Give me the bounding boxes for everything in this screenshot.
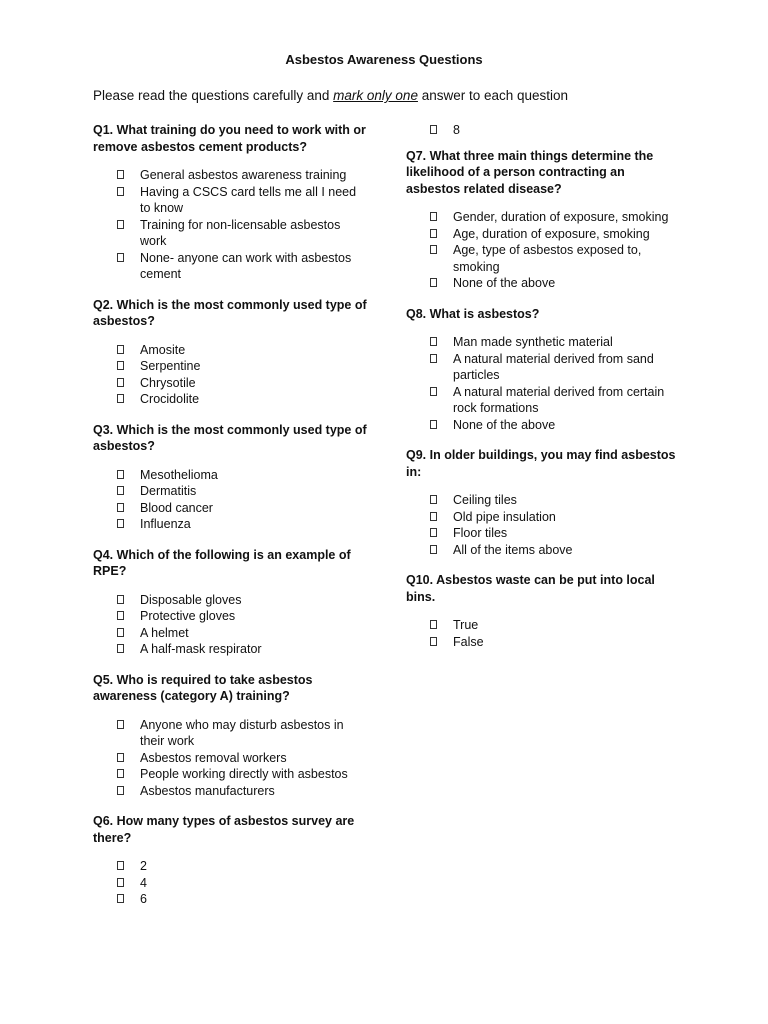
checkbox-outline-icon[interactable] <box>430 495 437 504</box>
answer-option-label: Age, type of asbestos exposed to, smoking <box>453 243 642 274</box>
answer-options <box>93 342 368 408</box>
answer-option-label: Training for non-licensable asbestos work <box>140 217 341 248</box>
answer-option-label: Asbestos removal workers <box>140 750 287 765</box>
answer-option-label: A natural material derived from certain rock formations <box>453 384 665 415</box>
checkbox-outline-icon[interactable] <box>117 361 124 370</box>
question-block <box>93 297 368 408</box>
question-block <box>406 447 681 558</box>
answer-option-label: Ceiling tiles <box>453 493 517 507</box>
checkbox-outline-icon[interactable] <box>117 786 124 795</box>
answer-options <box>406 617 681 650</box>
answer-option-label: Chrysotile <box>140 375 196 390</box>
checkbox-outline-icon[interactable] <box>117 519 124 528</box>
answer-option[interactable] <box>93 342 368 359</box>
answer-option-label: General asbestos awareness training <box>140 168 347 182</box>
answer-option-label: 4 <box>140 875 147 890</box>
checkbox-outline-icon[interactable] <box>430 212 437 221</box>
answer-option[interactable] <box>93 783 368 800</box>
question-text: Q3. Which is the most commonly used type of asbestos? <box>93 422 367 453</box>
answer-option[interactable] <box>406 226 681 243</box>
answer-options <box>93 467 368 533</box>
checkbox-outline-icon[interactable] <box>117 894 124 903</box>
answer-option[interactable] <box>93 467 368 484</box>
checkbox-outline-icon[interactable] <box>117 394 124 403</box>
answer-option[interactable] <box>93 500 368 517</box>
answer-option[interactable] <box>93 375 368 392</box>
answer-option[interactable] <box>93 891 368 908</box>
answer-option-label: None of the above <box>453 417 556 432</box>
checkbox-outline-icon[interactable] <box>117 595 124 604</box>
answer-option[interactable] <box>93 766 368 783</box>
answer-option-label: Floor tiles <box>453 526 508 540</box>
answer-option[interactable] <box>93 167 368 184</box>
answer-option[interactable] <box>406 384 681 417</box>
answer-option[interactable] <box>406 334 681 351</box>
answer-options <box>93 858 368 908</box>
answer-option[interactable] <box>93 608 368 625</box>
answer-option[interactable] <box>93 391 368 408</box>
checkbox-outline-icon[interactable] <box>117 253 124 262</box>
answer-option-label: True <box>453 618 479 632</box>
answer-option-label: None of the above <box>453 276 556 290</box>
answer-option[interactable] <box>406 275 681 292</box>
question-block <box>93 122 368 283</box>
checkbox-outline-icon[interactable] <box>430 620 437 629</box>
answer-option-label: Blood cancer <box>140 500 213 515</box>
answer-option-label: A natural material derived from sand particles <box>453 351 654 382</box>
question-block <box>93 547 368 658</box>
answer-option-label: Amosite <box>140 342 186 357</box>
answer-option[interactable] <box>93 641 368 658</box>
answer-option[interactable] <box>93 875 368 892</box>
checkbox-outline-icon[interactable] <box>430 354 437 363</box>
answer-option-label: 8 <box>453 123 460 137</box>
checkbox-outline-icon[interactable] <box>117 878 124 887</box>
answer-option[interactable] <box>406 617 681 634</box>
answer-option-label: All of the items above <box>453 542 573 557</box>
answer-option[interactable] <box>93 592 368 609</box>
checkbox-outline-icon[interactable] <box>117 753 124 762</box>
question-text: Q1. What training do you need to work with or remove asbestos cement products? <box>93 123 366 154</box>
answer-options <box>406 334 681 433</box>
answer-option-label: Disposable gloves <box>140 592 242 607</box>
answer-option-label: A helmet <box>140 625 189 640</box>
checkbox-outline-icon[interactable] <box>117 345 124 354</box>
checkbox-outline-icon[interactable] <box>117 720 124 729</box>
question-block <box>406 572 681 650</box>
checkbox-outline-icon[interactable] <box>117 628 124 637</box>
checkbox-outline-icon[interactable] <box>430 512 437 521</box>
instructions-emphasis: mark only one <box>333 88 418 103</box>
answer-options <box>93 592 368 658</box>
checkbox-outline-icon[interactable] <box>117 470 124 479</box>
checkbox-outline-icon[interactable] <box>430 528 437 537</box>
answer-option-label: Man made synthetic material <box>453 335 613 349</box>
checkbox-outline-icon[interactable] <box>117 170 124 179</box>
answer-option-label: Asbestos manufacturers <box>140 783 275 798</box>
answer-option[interactable] <box>93 483 368 500</box>
checkbox-outline-icon[interactable] <box>117 769 124 778</box>
checkbox-outline-icon[interactable] <box>430 125 437 134</box>
question-text: Q2. Which is the most commonly used type of asbestos? <box>93 297 367 328</box>
answer-option-label: Age, duration of exposure, smoking <box>453 226 650 241</box>
answer-options <box>93 167 368 283</box>
answer-option-label: 2 <box>140 859 147 873</box>
answer-options <box>93 717 368 800</box>
instructions-text-end: answer to each question <box>417 88 569 103</box>
answer-option-label: Gender, duration of exposure, smoking <box>453 210 669 224</box>
answer-option[interactable] <box>93 717 368 750</box>
answer-option-label: Anyone who may disturb asbestos in their work <box>140 717 344 748</box>
checkbox-outline-icon[interactable] <box>117 486 124 495</box>
answer-option[interactable] <box>406 351 681 384</box>
answer-option[interactable] <box>406 242 681 275</box>
answer-option-label: False <box>453 634 484 649</box>
answer-option[interactable] <box>93 625 368 642</box>
answer-option-label: Serpentine <box>140 359 201 373</box>
checkbox-outline-icon[interactable] <box>430 545 437 554</box>
answer-option[interactable] <box>406 509 681 526</box>
answer-options <box>406 122 681 139</box>
question-block <box>406 306 681 434</box>
question-block <box>93 422 368 533</box>
question-text: Q5. Who is required to take asbestos awareness (category A) training? <box>93 672 313 703</box>
checkbox-outline-icon[interactable] <box>430 637 437 646</box>
answer-options <box>406 492 681 558</box>
answer-option[interactable] <box>93 184 368 217</box>
instructions-text-start: Please read the questions carefully and <box>93 88 334 103</box>
answer-option[interactable] <box>406 634 681 651</box>
question-text: Q7. What three main things determine the likelihood of a person contracting an asbestos related disease? <box>406 148 654 196</box>
answer-option-label: People working directly with asbestos <box>140 767 348 781</box>
answer-option-label: Old pipe insulation <box>453 509 556 524</box>
answer-option[interactable] <box>406 525 681 542</box>
question-text: Q4. Which of the following is an example of RPE? <box>93 547 351 578</box>
answer-option[interactable] <box>406 417 681 434</box>
answer-option[interactable] <box>93 858 368 875</box>
answer-option[interactable] <box>93 750 368 767</box>
answer-option[interactable] <box>406 492 681 509</box>
checkbox-outline-icon[interactable] <box>430 420 437 429</box>
left-column <box>93 122 368 922</box>
answer-option[interactable] <box>406 542 681 559</box>
answer-option[interactable] <box>93 217 368 250</box>
answer-option[interactable] <box>406 209 681 226</box>
answer-option[interactable] <box>93 516 368 533</box>
answer-option[interactable] <box>406 122 681 139</box>
answer-option-label: Crocidolite <box>140 392 200 406</box>
right-column <box>406 122 681 664</box>
question-block <box>93 813 368 908</box>
question-text: Q6. How many types of asbestos survey are there? <box>93 814 355 845</box>
answer-option-label: A half-mask respirator <box>140 642 262 656</box>
checkbox-outline-icon[interactable] <box>117 861 124 870</box>
question-text: Q10. Asbestos waste can be put into local bins. <box>406 573 655 604</box>
checkbox-outline-icon[interactable] <box>117 611 124 620</box>
answer-option[interactable] <box>93 358 368 375</box>
question-text: Q9. In older buildings, you may find asbestos in: <box>406 448 676 479</box>
checkbox-outline-icon[interactable] <box>430 278 437 287</box>
answer-option-label: 6 <box>140 892 147 906</box>
checkbox-outline-icon[interactable] <box>117 644 124 653</box>
question-block <box>406 148 681 292</box>
page-title: Asbestos Awareness Questions <box>285 52 483 67</box>
answer-options <box>406 209 681 292</box>
instructions <box>93 88 693 103</box>
checkbox-outline-icon[interactable] <box>430 245 437 254</box>
answer-option-label: Mesothelioma <box>140 467 218 482</box>
question-block <box>93 672 368 800</box>
checkbox-outline-icon[interactable] <box>430 229 437 238</box>
answer-option-label: Influenza <box>140 517 191 531</box>
checkbox-outline-icon[interactable] <box>117 187 124 196</box>
checkbox-outline-icon[interactable] <box>430 387 437 396</box>
checkbox-outline-icon[interactable] <box>430 337 437 346</box>
answer-option[interactable] <box>93 250 368 283</box>
checkbox-outline-icon[interactable] <box>117 503 124 512</box>
q6-continued-options <box>406 122 681 139</box>
answer-option-label: Dermatitis <box>140 484 197 498</box>
answer-option-label: Having a CSCS card tells me all I need to know <box>140 184 357 215</box>
checkbox-outline-icon[interactable] <box>117 378 124 387</box>
checkbox-outline-icon[interactable] <box>117 220 124 229</box>
answer-option-label: None- anyone can work with asbestos cement <box>140 250 352 281</box>
question-text: Q8. What is asbestos? <box>406 306 540 321</box>
answer-option-label: Protective gloves <box>140 609 236 623</box>
